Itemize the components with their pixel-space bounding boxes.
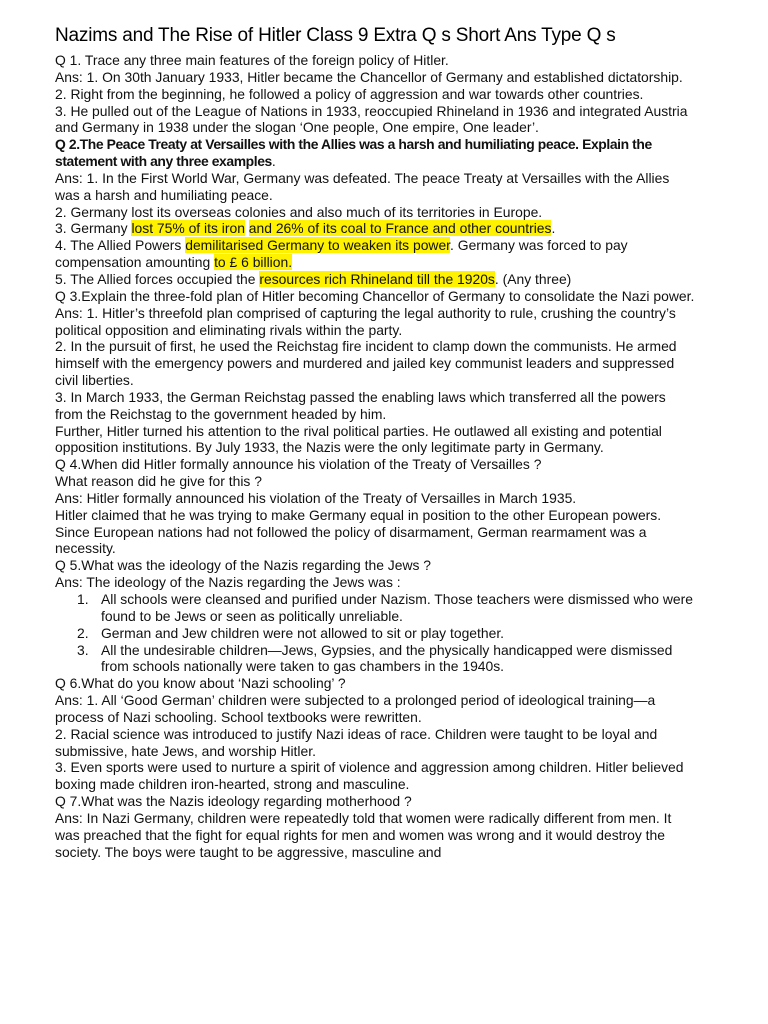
- question-7: Q 7.What was the Nazis ideology regarding motherhood ?: [55, 793, 412, 810]
- answer-7-point-1: Ans: In Nazi Germany, children were repeatedly told that women were radically different from men. It was preached that the fight for equal rights for men and women was wrong and it would destroy the society. The boys were taught to be aggressive, masculine and: [55, 809, 672, 860]
- list-item-number: 2.: [77, 624, 89, 641]
- list-item: [55, 625, 695, 642]
- answer-2-point-3: [55, 220, 695, 237]
- list-item-number: 1.: [77, 591, 89, 607]
- answer-6-point-3: 3. Even sports were used to nurture a spirit of violence and aggression among children. Hitler believed boxing made children iron-hearted, strong and masculine.: [55, 759, 684, 793]
- answer-2-point-4: [55, 237, 695, 271]
- list-item: [55, 642, 695, 676]
- answer-3-point-3: 3. In March 1933, the German Reichstag passed the enabling laws which transferred all the powers from the Reichstag to the government headed by him.: [55, 388, 666, 422]
- document-page: [55, 24, 695, 861]
- highlight-demilitarised: demilitarised Germany to weaken its power: [185, 237, 451, 254]
- list-item-text: German and Jew children were not allowed to sit or play together.: [101, 624, 505, 641]
- answer-3-point-1: Ans: 1. Hitler’s threefold plan comprised of capturing the legal authority to rule, crushing the country’s political opposition and eliminating rivals within the party.: [55, 304, 676, 338]
- answer-2-point-5-pre: 5. The Allied forces occupied the: [55, 270, 260, 287]
- answer-1-point-1: Ans: 1. On 30th January 1933, Hitler became the Chancellor of Germany and established dictatorship.: [55, 68, 683, 85]
- highlight-iron: lost 75% of its iron: [131, 220, 245, 237]
- question-3: Q 3.Explain the three-fold plan of Hitler becoming Chancellor of Germany to consolidate the Nazi power.: [55, 287, 695, 304]
- answer-4-point-1: Ans: Hitler formally announced his violation of the Treaty of Versailles in March 1935.: [55, 489, 577, 506]
- answer-2-point-2: 2. Germany lost its overseas colonies and also much of its territories in Europe.: [55, 203, 543, 220]
- answer-5-intro: Ans: The ideology of the Nazis regarding the Jews was :: [55, 574, 401, 591]
- answer-3-point-4: Further, Hitler turned his attention to the rival political parties. He outlawed all existing and potential opposition institutions. By July 1933, the Nazis were the only legitimate party in Germany.: [55, 422, 662, 456]
- question-4-part-2: What reason did he give for this ?: [55, 473, 262, 490]
- answer-2-point-3-post: .: [551, 220, 556, 237]
- answer-2-point-1: Ans: 1. In the First World War, Germany was defeated. The peace Treaty at Versailles with the Allies was a harsh and humiliating peace.: [55, 169, 670, 203]
- answer-2-point-5-post: . (Any three): [494, 270, 572, 287]
- answer-1-point-2: 2. Right from the beginning, he followed a policy of aggression and war towards other countries.: [55, 85, 644, 102]
- question-1: Q 1. Trace any three main features of the foreign policy of Hitler.: [55, 52, 449, 68]
- answer-2-point-5: [55, 271, 695, 288]
- question-2: [55, 136, 695, 170]
- answer-2-point-4-pre: 4. The Allied Powers: [55, 237, 186, 254]
- list-item-number: 3.: [77, 641, 89, 658]
- answer-2-point-4-mid: . Germany was forced to pay compensation amounting: [55, 237, 628, 271]
- answer-3-point-2: 2. In the pursuit of first, he used the Reichstag fire incident to clamp down the communists. He armed himself with the emergency powers and murdered and jailed key communist leaders and suppressed civil liberties.: [55, 338, 677, 389]
- answer-5-list: [55, 591, 695, 675]
- answer-1-point-3: 3. He pulled out of the League of Nations in 1933, reoccupied Rhineland in 1936 and integrated Austria and Germany in 1938 under the slogan ‘One people, One empire, One leader’.: [55, 102, 688, 136]
- answer-4-point-2: Hitler claimed that he was trying to make Germany equal in position to the other European powers.: [55, 506, 662, 523]
- answer-4-point-3: Since European nations had not followed the policy of disarmament, German rearmament was a necessity.: [55, 523, 647, 557]
- question-4: Q 4.When did Hitler formally announce his violation of the Treaty of Versailles ?: [55, 456, 542, 473]
- list-item-text: All the undesirable children—Jews, Gypsies, and the physically handicapped were dismissed from schools nationally were taken to gas chambers in the 1940s.: [101, 641, 673, 675]
- highlight-rhineland: resources rich Rhineland till the 1920s: [259, 270, 495, 287]
- highlight-compensation: to £ 6 billion.: [214, 254, 293, 271]
- list-item: [55, 591, 695, 625]
- highlight-coal: and 26% of its coal to France and other countries: [248, 220, 552, 237]
- question-5: Q 5.What was the ideology of the Nazis regarding the Jews ?: [55, 557, 432, 574]
- question-2-text: Q 2.The Peace Treaty at Versailles with the Allies was a harsh and humiliating peace. Explain the statement with any three examples: [55, 136, 652, 170]
- list-item-text: All schools were cleansed and purified under Nazism. Those teachers were dismissed who were found to be Jews or seen as politically unreliable.: [101, 591, 693, 624]
- answer-6-point-1: Ans: 1. All ‘Good German’ children were subjected to a prolonged period of ideological training—a process of Nazi schooling. School textbooks were rewritten.: [55, 692, 656, 725]
- page-title: Nazims and The Rise of Hitler Class 9 Extra Q s Short Ans Type Q s: [55, 25, 616, 46]
- question-6: Q 6.What do you know about ‘Nazi schooling’ ?: [55, 675, 346, 692]
- question-2-end: .: [271, 153, 276, 170]
- answer-6-point-2: 2. Racial science was introduced to justify Nazi ideas of race. Children were taught to be loyal and submissive, hate Jews, and worship Hitler.: [55, 725, 658, 759]
- answer-2-point-3-pre: 3. Germany: [55, 220, 132, 237]
